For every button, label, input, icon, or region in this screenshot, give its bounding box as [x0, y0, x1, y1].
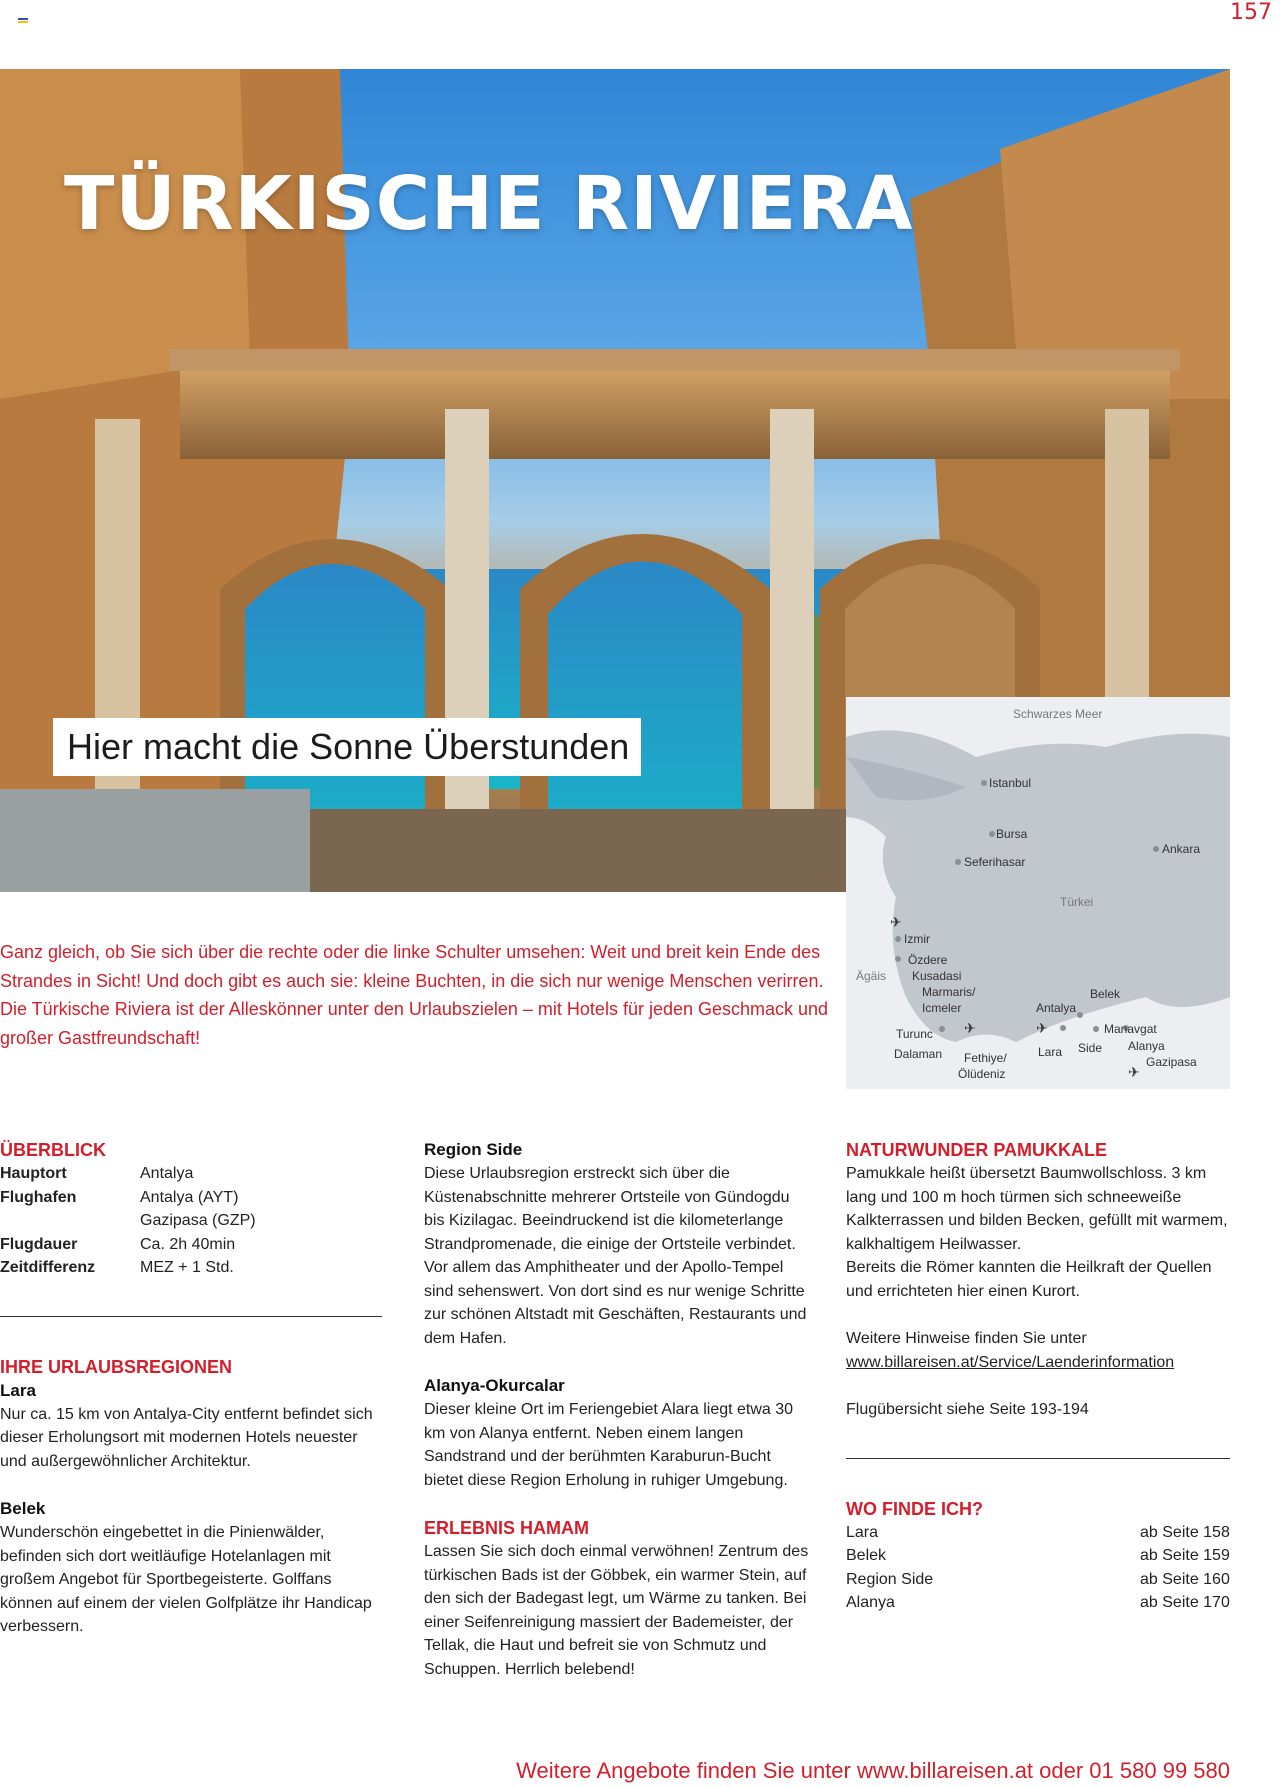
region-alanya-title: Alanya-Okurcalar	[424, 1376, 565, 1395]
info-link[interactable]: www.billareisen.at/Service/Laenderinformation	[846, 1353, 1175, 1371]
overview-key: Flughafen	[0, 1188, 77, 1206]
where-place: Belek	[846, 1547, 887, 1564]
overview-row	[0, 1209, 382, 1233]
overview-table	[0, 1162, 382, 1280]
pamukkale-text: Pamukkale heißt übersetzt Baumwollschloss. 3 km lang und 100 m hoch türmen sich schneeweiße Kalkterrassen und bilden Becken, gefüllt mit warmem, kalkhaltigem Heilwasser.	[846, 1165, 1228, 1253]
airport-icon: ✈	[964, 1021, 976, 1037]
overview-value: Antalya (AYT)	[140, 1188, 239, 1206]
map-city: Icmeler	[922, 1001, 962, 1015]
page-number: 157	[1230, 0, 1272, 25]
where-row	[846, 1544, 1230, 1568]
where-page: ab Seite 160	[1140, 1570, 1230, 1588]
where-page: ab Seite 159	[1140, 1547, 1230, 1564]
hint-text: Weitere Hinweise finden Sie unter	[846, 1330, 1087, 1347]
overview-row	[0, 1162, 382, 1186]
overview-value: Antalya	[140, 1165, 194, 1182]
overview-key: Hauptort	[0, 1165, 67, 1182]
where-row	[846, 1591, 1230, 1615]
overview-key: Flugdauer	[0, 1235, 78, 1253]
airport-icon: ✈	[1036, 1021, 1048, 1037]
map-label-sea-north: Schwarzes Meer	[1013, 707, 1103, 721]
airport-icon: ✈	[890, 915, 902, 931]
region-belek-text: Wunderschön eingebettet in die Pinienwälder, befinden sich dort weitläufige Hotelanlagen mit großem Angebot für Sportbegeisterte. Golffans können auf einem der vielen Golfplätze ihr Handicap verbessern.	[0, 1524, 372, 1635]
overview-value: MEZ + 1 Std.	[140, 1259, 234, 1276]
column-middle	[424, 1138, 814, 1681]
hamam-heading: ERLEBNIS HAMAM	[424, 1518, 589, 1538]
map-city: Fethiye/	[964, 1051, 1007, 1065]
map-city: Side	[1078, 1041, 1103, 1055]
overview-row	[0, 1233, 382, 1257]
map-city: Manavgat	[1104, 1022, 1157, 1036]
map-city: Gazipasa	[1146, 1055, 1197, 1069]
map-city: Kusadasi	[912, 969, 962, 983]
map-city: Marmaris/	[922, 985, 976, 999]
map-city: Izmir	[904, 932, 930, 946]
map-city: Lara	[1038, 1045, 1063, 1059]
column-right	[846, 1138, 1230, 1615]
overview-value: Gazipasa (GZP)	[140, 1212, 256, 1229]
region-alanya-text: Dieser kleine Ort im Feriengebiet Alara liegt etwa 30 km von Alanya entfernt. Neben einem langen Sandstrand und der berühmten Karaburun-Bucht bietet diese Region Erholung in ruhiger Umgebung.	[424, 1401, 794, 1489]
region-lara-title: Lara	[0, 1380, 36, 1400]
pamukkale-heading: NATURWUNDER PAMUKKALE	[846, 1140, 1107, 1160]
divider	[846, 1458, 1230, 1459]
map-label-country: Türkei	[1060, 895, 1094, 909]
where-heading: WO FINDE ICH?	[846, 1498, 983, 1519]
overview-key: Zeitdifferenz	[0, 1259, 96, 1276]
overview-row	[0, 1186, 382, 1210]
where-table	[846, 1521, 1230, 1615]
region-lara-text: Nur ca. 15 km von Antalya-City entfernt befindet sich dieser Erholungsort mit modernen Hotels neuester und außergewöhnlicher Architektur.	[0, 1405, 373, 1470]
footer-text: Weitere Angebote finden Sie unter www.billareisen.at oder 01 580 99 580	[516, 1758, 1230, 1783]
map-city: Özdere	[908, 953, 948, 967]
region-side-text: Diese Urlaubsregion erstreckt sich über die Küstenabschnitte mehrerer Ortsteile von Gündogdu bis Kizilagac. Beeindruckend ist die kilometerlange Strandpromenade, die einige der Ortsteile verbindet. Vor allem das Amphitheater und der Apollo-Tempel sind sehenswert. Von dort sind es nur wenige Schritte zur schönen Altstadt mit Geschäften, Restaurants und dem Hafen.	[424, 1165, 807, 1347]
regions-heading: IHRE URLAUBSREGIONEN	[0, 1356, 233, 1377]
overview-heading: ÜBERBLICK	[0, 1140, 106, 1160]
hamam-text: Lassen Sie sich doch einmal verwöhnen! Zentrum des türkischen Bads ist der Göbbek, ein warmer Stein, auf den sich der Badegast legt, um Wärme zu tanken. Bei einer Seifenreinigung massiert der Bademeister, der Tellak, die Haut und befreit sie von Schmutz und Schuppen. Herrlich belebend!	[424, 1543, 809, 1678]
turkey-map	[846, 697, 1230, 1089]
overview-key	[0, 1209, 140, 1233]
map-city: Belek	[1090, 987, 1121, 1001]
flights-text: Flugübersicht siehe Seite 193-194	[846, 1401, 1089, 1418]
where-place: Lara	[846, 1523, 879, 1541]
where-row	[846, 1568, 1230, 1592]
map-city: Antalya	[1036, 1001, 1077, 1015]
overview-row	[0, 1256, 382, 1280]
divider	[0, 1316, 382, 1317]
pamukkale-text-2: Bereits die Römer kannten die Heilkraft der Quellen und errichteten hier einen Kurort.	[846, 1259, 1212, 1300]
map-city: Alanya	[1128, 1039, 1165, 1053]
map-city: Ölüdeniz	[958, 1067, 1006, 1081]
region-belek-title: Belek	[0, 1499, 46, 1518]
where-place: Alanya	[846, 1594, 895, 1611]
intro-text: Ganz gleich, ob Sie sich über die rechte oder die linke Schulter umsehen: Weit und breit kein Ende des Strandes in Sicht! Und doch gibt es auch sie: kleine Buchten, in die sich nur wenige Menschen verirren. Die Türkische Riviera ist der Alleskönner unter den Urlaubszielen – mit Hotels für jeden Geschmack und großer Gastfreundschaft!	[0, 942, 829, 1048]
map-city: Turunc	[896, 1027, 933, 1041]
map-city: Istanbul	[989, 776, 1032, 790]
map-city: Dalaman	[894, 1047, 943, 1061]
flag-icon	[18, 18, 28, 26]
where-page: ab Seite 158	[1140, 1523, 1230, 1541]
column-left	[0, 1138, 382, 1639]
region-side-title: Region Side	[424, 1140, 523, 1159]
overview-value: Ca. 2h 40min	[140, 1235, 236, 1253]
hero-subtitle: Hier macht die Sonne Überstunden	[53, 718, 641, 776]
airport-icon: ✈	[1128, 1065, 1140, 1081]
map-city: Ankara	[1162, 842, 1201, 856]
map-city: Seferihasar	[964, 855, 1026, 869]
where-place: Region Side	[846, 1570, 934, 1588]
where-page: ab Seite 170	[1140, 1594, 1230, 1611]
map-city: Bursa	[996, 827, 1028, 841]
hero-title: TÜRKISCHE RIVIERA	[64, 161, 914, 247]
where-row	[846, 1521, 1230, 1545]
map-label-sea-west: Ägäis	[856, 969, 887, 983]
